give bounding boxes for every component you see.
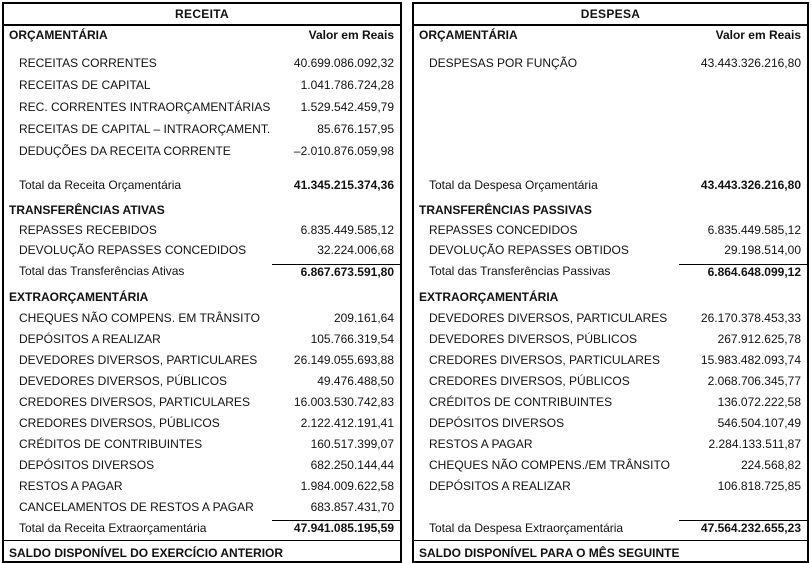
row-label: Total da Despesa Extraorçamentária: [429, 520, 624, 535]
row-label: DEDUÇÕES DA RECEITA CORRENTE: [19, 144, 231, 158]
row-value: –2.010.876.059,98: [293, 144, 394, 158]
column-header-row: [414, 26, 807, 44]
row-value: 136.072.222,58: [717, 394, 801, 409]
statement-row: [4, 328, 400, 349]
row-value: 40.699.086.092,32: [293, 56, 394, 70]
total-row: [414, 174, 807, 196]
row-label: RECEITAS CORRENTES: [19, 56, 157, 70]
row-value: 106.818.725,85: [717, 478, 801, 493]
statement-row: [4, 370, 400, 391]
row-value: 160.517.399,07: [310, 436, 394, 451]
column-header-label: ORÇAMENTÁRIA: [9, 28, 108, 42]
statement-row: [4, 496, 400, 517]
row-value: 546.504.107,49: [717, 415, 801, 430]
statement-row: [414, 307, 807, 328]
statement-row: [414, 328, 807, 349]
row-value: 47.941.085.195,59: [272, 520, 400, 535]
statement-row: [4, 391, 400, 412]
statement-row: [4, 52, 400, 74]
statement-row: [4, 240, 400, 260]
row-label: CANCELAMENTOS DE RESTOS A PAGAR: [19, 499, 254, 514]
row-label: Total das Transferências Ativas: [19, 264, 185, 278]
section-header: SALDO DISPONÍVEL PARA O MÊS SEGUINTE: [419, 546, 680, 560]
statement-row: [4, 307, 400, 328]
blank-rows: [414, 496, 807, 517]
row-value: 15.983.482.093,74: [700, 352, 801, 367]
column-header-value-label: Valor em Reais: [308, 28, 394, 42]
statement-row: [4, 412, 400, 433]
row-value: 26.170.378.453,33: [700, 310, 801, 325]
row-label: DEPÓSITOS DIVERSOS: [19, 457, 155, 472]
row-label: Total da Receita Orçamentária: [19, 178, 182, 192]
row-value: 6.835.449.585,12: [707, 223, 801, 237]
row-label: DEVEDORES DIVERSOS, PÚBLICOS: [19, 373, 228, 388]
row-value: 49.476.488,50: [317, 373, 394, 388]
row-label: DESPESAS POR FUNÇÃO: [429, 56, 578, 70]
row-label: REPASSES RECEBIDOS: [19, 223, 157, 237]
row-label: DEPÓSITOS A REALIZAR: [429, 478, 571, 493]
row-label: CRÉDITOS DE CONTRIBUINTES: [19, 436, 203, 451]
section-receita-orcamentaria: [4, 44, 400, 196]
statement-row: [414, 433, 807, 454]
statement-row: [4, 220, 400, 240]
row-value: 1.984.009.622,58: [300, 478, 394, 493]
statement-row: [414, 349, 807, 370]
statement-row: [414, 240, 807, 260]
row-value: 29.198.514,00: [724, 243, 801, 257]
row-value: 1.529.542.459,79: [300, 100, 394, 114]
statement-row: [414, 475, 807, 496]
row-label: RESTOS A PAGAR: [429, 436, 533, 451]
section-receita-extraorcamentaria: [4, 287, 400, 538]
statement-row: [414, 370, 807, 391]
table-title-receita: RECEITA: [4, 4, 400, 26]
section-despesa-extraorcamentaria: [414, 287, 807, 538]
row-value: 2.284.133.511,87: [708, 436, 801, 451]
row-label: DEVEDORES DIVERSOS, PARTICULARES: [19, 352, 258, 367]
total-row: [414, 517, 807, 538]
section-despesa-orcamentaria: [414, 44, 807, 196]
row-value: 26.149.055.693,88: [293, 352, 394, 367]
row-label: RECEITAS DE CAPITAL – INTRAORÇAMENT.: [19, 122, 271, 136]
row-label: REPASSES CONCEDIDOS: [429, 223, 578, 237]
section-receita-transferencias: [4, 200, 400, 282]
row-value: 2.068.706.345,77: [707, 373, 801, 388]
row-label: CREDORES DIVERSOS, PARTICULARES: [429, 352, 660, 367]
statement-row: [414, 391, 807, 412]
blank-rows: [414, 74, 807, 162]
row-value: 105.766.319,54: [310, 331, 394, 346]
row-value: 6.864.648.099,12: [679, 264, 807, 279]
total-row: [4, 174, 400, 196]
total-row: [4, 260, 400, 282]
section-despesa-transferencias: [414, 200, 807, 282]
row-label: REC. CORRENTES INTRAORÇAMENTÁRIAS: [19, 100, 271, 114]
statement-row: [414, 220, 807, 240]
row-label: Total das Transferências Passivas: [429, 264, 611, 278]
row-label: RECEITAS DE CAPITAL: [19, 78, 151, 92]
row-label: CRÉDITOS DE CONTRIBUINTES: [429, 394, 613, 409]
section-header: SALDO DISPONÍVEL DO EXERCÍCIO ANTERIOR: [9, 546, 284, 560]
column-header-row: [4, 26, 400, 44]
section-header: EXTRAORÇAMENTÁRIA: [9, 290, 149, 304]
row-value: 32.224.006,68: [317, 243, 394, 257]
row-label: Total da Receita Extraorçamentária: [19, 520, 207, 535]
total-row: [414, 260, 807, 282]
table-despesa: [412, 2, 809, 563]
total-row: [4, 517, 400, 538]
row-label: CREDORES DIVERSOS, PÚBLICOS: [429, 373, 630, 388]
row-label: DEVOLUÇÃO REPASSES OBTIDOS: [429, 243, 629, 257]
row-value: 43.443.326.216,80: [700, 56, 801, 70]
row-label: RESTOS A PAGAR: [19, 478, 123, 493]
statement-row: [4, 454, 400, 475]
row-label: DEPÓSITOS DIVERSOS: [429, 415, 565, 430]
section-despesa-saldo: [414, 540, 807, 563]
row-label: CHEQUES NÃO COMPENS./EM TRÂNSITO: [429, 457, 670, 472]
statement-row: [4, 349, 400, 370]
table-receita: [2, 2, 402, 563]
row-value: 267.912.625,78: [717, 331, 801, 346]
statement-row: [4, 96, 400, 118]
row-label: DEPÓSITOS A REALIZAR: [19, 331, 161, 346]
table-title-despesa: DESPESA: [414, 4, 807, 26]
row-label: CREDORES DIVERSOS, PARTICULARES: [19, 394, 250, 409]
statement-row: [4, 118, 400, 140]
statement-row: [414, 412, 807, 433]
row-value: 85.676.157,95: [317, 122, 394, 136]
row-label: Total da Despesa Orçamentária: [429, 178, 598, 192]
statement-row: [4, 74, 400, 96]
row-label: DEVEDORES DIVERSOS, PÚBLICOS: [429, 331, 638, 346]
row-value: 6.867.673.591,80: [272, 264, 400, 279]
row-value: 683.857.431,70: [310, 499, 394, 514]
column-header-value-label: Valor em Reais: [715, 28, 801, 42]
section-header: EXTRAORÇAMENTÁRIA: [419, 290, 559, 304]
statement-row: [414, 52, 807, 74]
row-label: CREDORES DIVERSOS, PÚBLICOS: [19, 415, 220, 430]
row-value: 16.003.530.742,83: [293, 394, 394, 409]
statement-row: [4, 140, 400, 162]
statement-row: [4, 475, 400, 496]
row-value: 47.564.232.655,23: [679, 520, 807, 535]
row-value: 41.345.215.374,36: [293, 178, 394, 192]
statement-row: [4, 433, 400, 454]
section-header: TRANSFERÊNCIAS PASSIVAS: [419, 203, 592, 217]
section-receita-saldo: [4, 540, 400, 563]
row-label: DEVEDORES DIVERSOS, PARTICULARES: [429, 310, 668, 325]
row-value: 43.443.326.216,80: [700, 178, 801, 192]
row-value: 2.122.412.191,41: [300, 415, 394, 430]
row-label: CHEQUES NÃO COMPENS. EM TRÂNSITO: [19, 310, 260, 325]
section-header: TRANSFERÊNCIAS ATIVAS: [9, 203, 165, 217]
row-value: 209.161,64: [333, 310, 394, 325]
statement-row: [414, 454, 807, 475]
row-label: DEVOLUÇÃO REPASSES CONCEDIDOS: [19, 243, 247, 257]
row-value: 682.250.144,44: [310, 457, 394, 472]
column-header-label: ORÇAMENTÁRIA: [419, 28, 518, 42]
row-value: 1.041.786.724,28: [300, 78, 394, 92]
row-value: 224.568,82: [740, 457, 801, 472]
row-value: 6.835.449.585,12: [300, 223, 394, 237]
